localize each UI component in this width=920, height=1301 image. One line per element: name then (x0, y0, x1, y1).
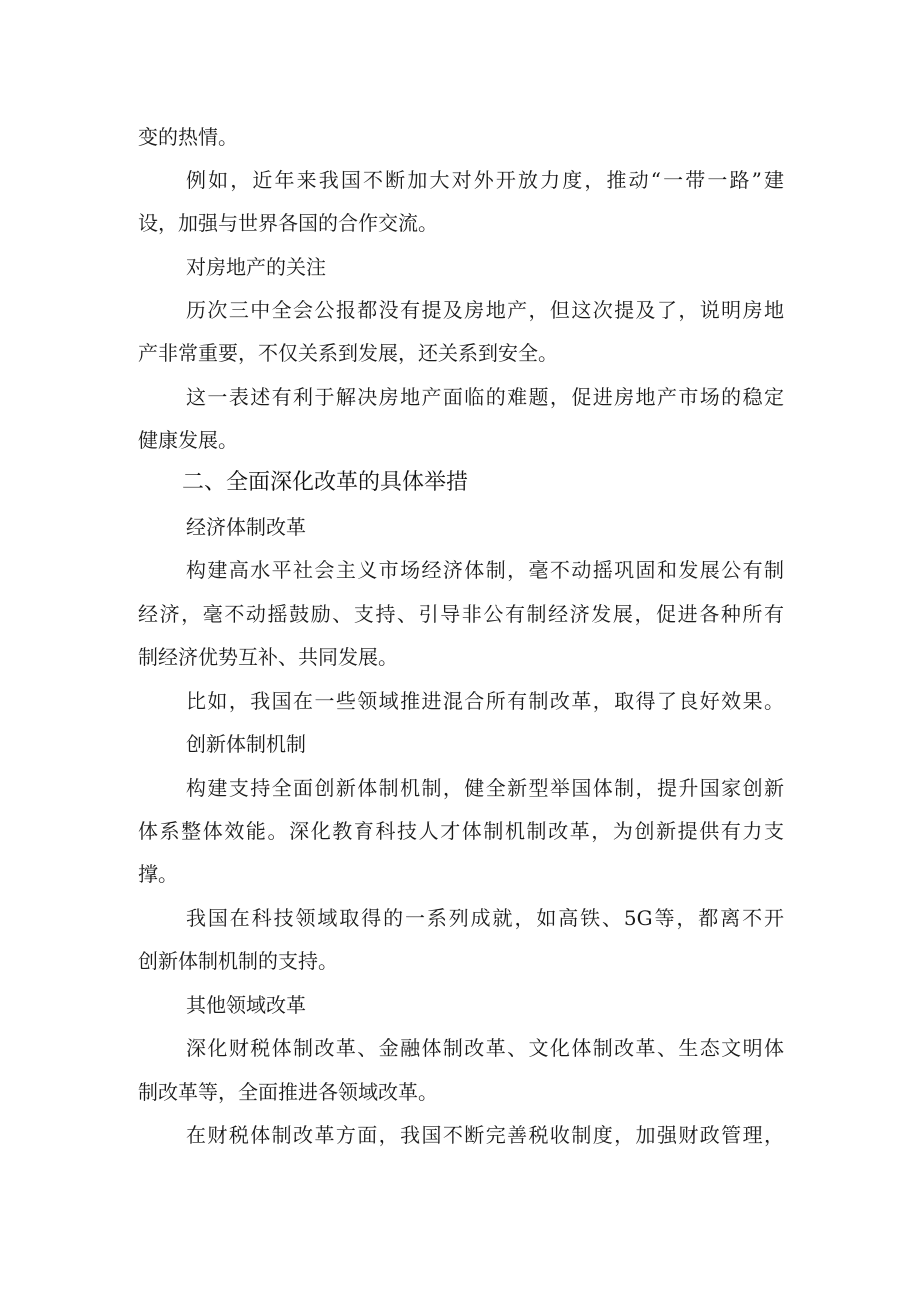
paragraph-line: 撑。 (138, 862, 178, 886)
paragraph-line: 体系整体效能。深化教育科技人才体制机制改革，为创新提供有力支 (138, 819, 784, 843)
paragraph-line: 制改革等，全面推进各领域改革。 (138, 1080, 438, 1104)
subheading-other-reforms: 其他领域改革 (186, 993, 306, 1017)
paragraph-line: 构建支持全面创新体制机制，健全新型举国体制，提升国家创新 (186, 776, 784, 800)
paragraph-line: 在财税体制改革方面，我国不断完善税收制度，加强财政管理， (186, 1123, 784, 1147)
paragraph-line: 设，加强与世界各国的合作交流。 (138, 211, 438, 235)
paragraph-line: 健康发展。 (138, 428, 238, 452)
paragraph-line: 经济，毫不动摇鼓励、支持、引导非公有制经济发展，促进各种所有 (138, 602, 784, 626)
section-heading: 二、全面深化改革的具体举措 (182, 470, 469, 495)
paragraph-line: 我国在科技领域取得的一系列成就，如高铁、5G等，都离不开 (186, 906, 784, 930)
paragraph-line: 变的热情。 (138, 125, 238, 149)
paragraph-line: 构建高水平社会主义市场经济体制，毫不动摇巩固和发展公有制 (186, 558, 784, 582)
paragraph-line: 深化财税体制改革、金融体制改革、文化体制改革、生态文明体 (186, 1036, 784, 1060)
paragraph-line: 制经济优势互补、共同发展。 (138, 645, 398, 669)
paragraph-line: 这一表述有利于解决房地产面临的难题，促进房地产市场的稳定 (186, 385, 784, 409)
paragraph-line: 创新体制机制的支持。 (138, 949, 338, 973)
paragraph-line: 例如，近年来我国不断加大对外开放力度，推动“一带一路”建 (186, 168, 784, 192)
subheading-real-estate: 对房地产的关注 (186, 255, 326, 279)
paragraph-line: 历次三中全会公报都没有提及房地产，但这次提及了，说明房地 (186, 298, 784, 322)
subheading-economic-reform: 经济体制改革 (186, 515, 306, 539)
subheading-innovation: 创新体制机制 (186, 732, 306, 756)
paragraph-line: 比如，我国在一些领域推进混合所有制改革，取得了良好效果。 (186, 689, 784, 713)
paragraph-line: 产非常重要，不仅关系到发展，还关系到安全。 (138, 341, 558, 365)
